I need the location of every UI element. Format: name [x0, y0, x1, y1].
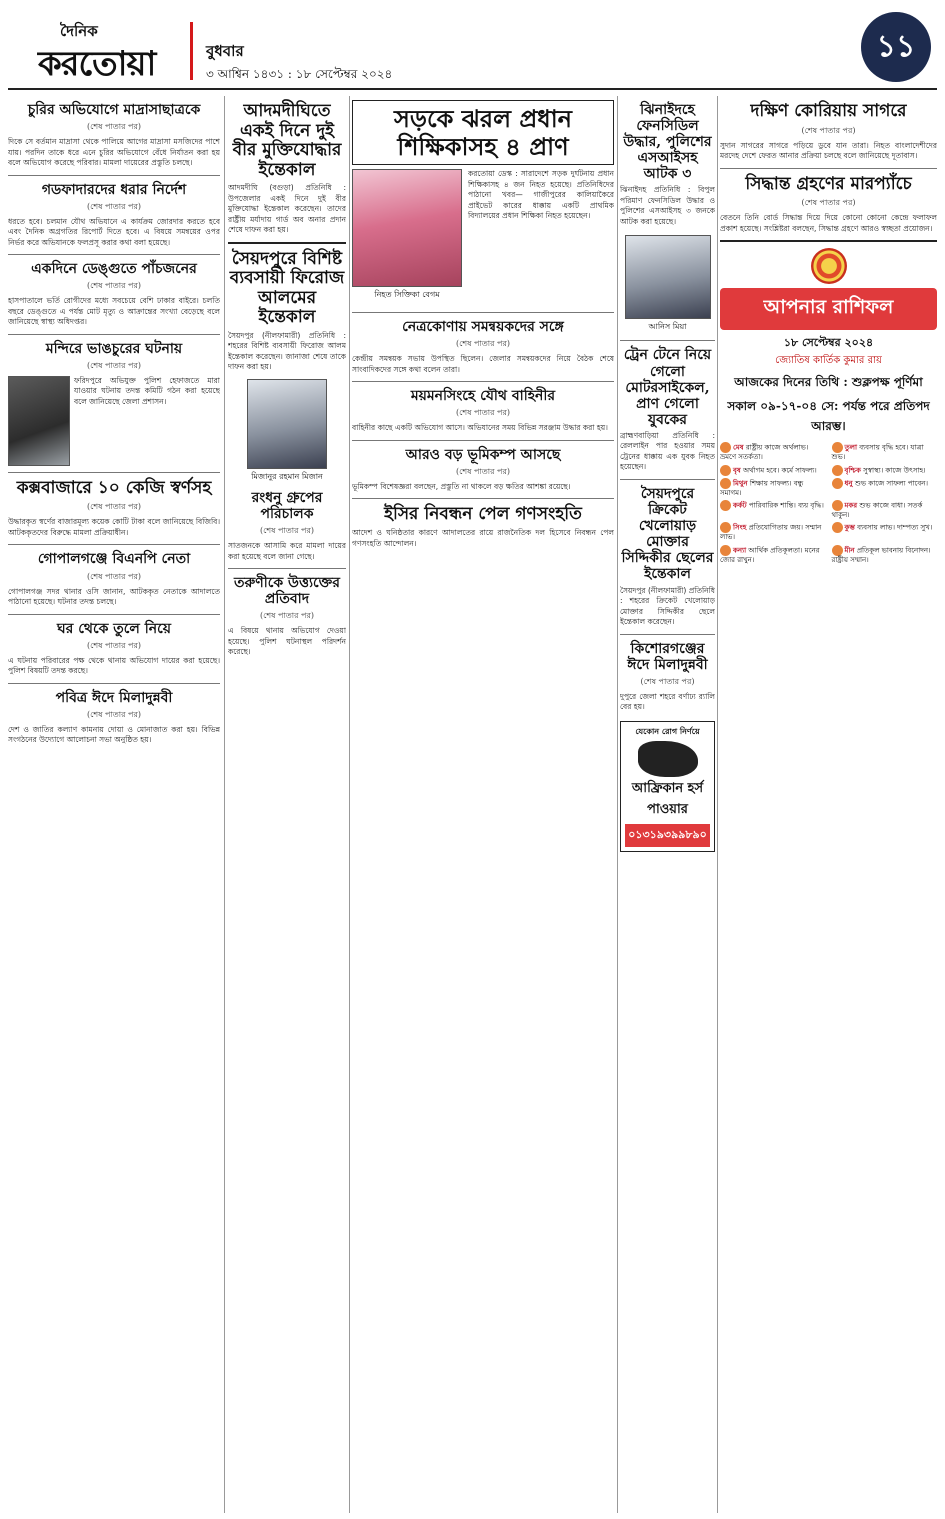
continued-label: (শেষ পাতার পর)	[455, 339, 511, 349]
article-body: এ ঘটনায় পরিবারের পক্ষ থেকে থানায় অভিযোগ দায়ের করা হয়েছে। পুলিশ বিষয়টি তদন্ত করছে।	[8, 655, 220, 676]
divider	[8, 254, 220, 255]
zodiac-name: মিথুন	[733, 479, 748, 488]
article-body: দেশ ও জাতির কল্যাণ কামনায় দোয়া ও মোনাজাত করা হয়। বিভিন্ন সংগঠনের উদ্যোগে আলোচনা সভা অনুষ্ঠিত হয়।	[8, 724, 220, 745]
divider	[8, 614, 220, 615]
zodiac-name: কন্যা	[733, 546, 747, 555]
news-photo	[8, 376, 70, 466]
zodiac-icon	[832, 478, 843, 489]
divider	[8, 334, 220, 335]
divider	[8, 544, 220, 545]
horoscope-title: আজকের দিনের তিথি : শুক্লপক্ষ পূর্ণিমা	[734, 375, 923, 390]
zodiac-name: সিংহ	[733, 523, 747, 532]
article-headline: নেত্রকোণায় সমন্বয়কদের সঙ্গে	[402, 319, 564, 336]
article-headline: পবিত্র ঈদে মিলাদুন্নবী	[55, 689, 173, 706]
article-headline: সৈয়দপুরে বিশিষ্ট ব্যবসায়ী ফিরোজ আলমের ইন্তেকাল	[229, 248, 345, 328]
zodiac-icon	[720, 500, 731, 511]
zodiac-icon	[720, 465, 731, 476]
column-divider	[349, 96, 350, 1513]
article-body: হাসপাতালে ভর্তি রোগীদের মধ্যে সবচেয়ে বেশি ঢাকার বাইরে। চলতি বছরে ডেঙ্গুতে এ পর্যন্ত মোট মৃত্যু ও আক্রান্তের সংখ্যা বেড়েছে বলে জানিয়েছে স্বাস্থ্য অধিদপ্তর।	[8, 296, 220, 327]
article-headline: সিদ্ধান্ত গ্রহণের মারপ্যাঁচে	[745, 173, 912, 194]
zodiac-entry	[832, 545, 938, 565]
divider	[352, 498, 614, 499]
article-headline: তরুণীকে উত্ত্যক্তের প্রতিবাদ	[234, 575, 340, 608]
article-body: ভূমিকম্প বিশেষজ্ঞরা বলছেন, প্রস্তুতি না থাকলে বড় ক্ষতির আশঙ্কা রয়েছে।	[352, 481, 571, 491]
zodiac-text: রাষ্ট্রীয় কাজে অর্থলাভ। ভ্রমণে সতর্কতা।	[720, 443, 809, 462]
zodiac-name: তুলা	[844, 443, 857, 452]
article-headline: মন্দিরে ভাঙচুরের ঘটনায়	[45, 340, 183, 357]
divider	[720, 240, 937, 242]
continued-label: (শেষ পাতার পর)	[640, 676, 695, 686]
continued-label: (শেষ পাতার পর)	[86, 709, 142, 719]
article-body: দুপুরে জেলা শহরে বর্ণাঢ্য র‌্যালি বের হয়।	[620, 691, 715, 712]
article-body: সুদান সাগরের সাগরে পড়িয়ে ডুবে যান তারা। নিহত বাংলাদেশীদের মরদেহ দেশে ফেরত আনার প্রক্রিয়া চলছে বলে জানিয়েছে দূতাবাস।	[720, 140, 937, 161]
masthead	[8, 8, 937, 90]
article-body: আদমদীঘি (বগুড়া) প্রতিনিধি : উপজেলার একই দিনে দুই বীর মুক্তিযোদ্ধা ইন্তেকাল করেছেন। তাদের রাষ্ট্রীয় মর্যাদায় গার্ড অব অনার প্রদান শেষে দাফন করা হয়।	[228, 183, 346, 235]
horoscope-author: জ্যোতিষ কার্তিক কুমার রায়	[775, 355, 882, 367]
continued-label: (শেষ পাতার পর)	[259, 611, 315, 621]
ad-tagline: যেকোন রোগ নির্ণয়ে	[635, 725, 700, 736]
photo-caption: মিজানুর রহমান মিজান	[251, 471, 323, 481]
zodiac-text: প্রতিযোগিতায় জয়। সম্মান লাভ।	[720, 523, 822, 542]
article-body: গোপালগঞ্জ সদর থানার ওসি জানান, আটককৃত নেতাকে আদালতে পাঠানো হয়েছে। ঘটনার তদন্ত চলছে।	[8, 586, 220, 607]
article-body: ফরিদপুরে অভিযুক্ত পুলিশ হেফাজতে মারা যাওয়ার ঘটনায় তদন্ত কমিটি গঠন করা হয়েছে বলে জানিয়েছে জেলা প্রশাসন।	[74, 375, 220, 406]
zodiac-entry	[720, 545, 826, 565]
continued-label: (শেষ পাতার পর)	[86, 122, 142, 132]
ad-phone-number: ০১৩১৯৩৯৯৮৯০	[625, 824, 710, 847]
article-body: আদেশ ও ঘনিষ্ঠতার কারণে আদালতের রায়ে রাজনৈতিক দল হিসেবে নিবন্ধন পেল গণসংহতি আন্দোলন।	[352, 528, 614, 548]
column-5	[720, 96, 937, 1513]
continued-label: (শেষ পাতার পর)	[86, 360, 142, 370]
zodiac-name: কুম্ভ	[844, 523, 855, 532]
photo-caption: আনিস মিয়া	[648, 322, 687, 332]
zodiac-icon	[832, 465, 843, 476]
advertisement	[620, 721, 715, 852]
horoscope-banner: আপনার রাশিফল	[720, 288, 937, 330]
zodiac-icon	[720, 478, 731, 489]
article-body: ব্রাহ্মণবাড়িয়া প্রতিনিধি : রেললাইন পার হওয়ার সময় ট্রেনের ধাক্কায় এক যুবক নিহত হয়েছেন।	[620, 430, 715, 472]
article-headline: ঘর থেকে তুলে নিয়ে	[57, 620, 171, 637]
zodiac-entry	[720, 500, 826, 520]
article-body: ঝিনাইদহ প্রতিনিধি : বিপুল পরিমাণ ফেনসিডিল উদ্ধার ও পুলিশের এসআইসহ ৩ জনকে আটক করা হয়েছে।	[620, 185, 715, 226]
article-headline: সৈয়দপুরে ক্রিকেট খেলোয়াড় মোক্তার সিদ্দিকীর ছেলের ইন্তেকাল	[621, 485, 714, 583]
zodiac-entry	[720, 478, 826, 498]
zodiac-icon	[832, 545, 843, 556]
horoscope-grid	[720, 442, 937, 565]
zodiac-icon	[832, 522, 843, 533]
horoscope-date: ১৮ সেপ্টেম্বর ২০২৪	[783, 336, 874, 350]
zodiac-name: মীন	[844, 546, 855, 555]
article-body: সৈয়দপুর (নীলফামারী) প্রতিনিধি : শহরের বিশিষ্ট ব্যবসায়ী ফিরোজ আলম ইন্তেকাল করেছেন। জানাজা শেষে তাকে দাফন করা হয়।	[228, 330, 346, 372]
article-headline: ঝিনাইদহে ফেনসিডিল উদ্ধার, পুলিশের এসআইসহ আটক ৩	[623, 102, 712, 183]
continued-label: (শেষ পাতার পর)	[86, 281, 142, 291]
zodiac-entry	[832, 522, 938, 542]
zodiac-name: কর্কট	[733, 501, 747, 510]
article-body: সৈয়দপুর (নীলফামারী) প্রতিনিধি : শহরের ক্রিকেট খেলোয়াড় মোক্তার সিদ্দিকীর ছেলে ইন্তেকাল করেছেন।	[620, 585, 715, 626]
article-headline: চুরির অভিযোগে মাদ্রাসাছাত্রকে	[27, 102, 201, 118]
article-body: দিকে সে বর্তমান মাদ্রাসা থেকে পালিয়ে আগের মাদ্রাসা মসজিদের পাশে যায়। পরদিন তাকে ধরে এনে চুরির অভিযোগে বেঁধে নির্যাতন করা হয় বলে অভিযোগ করেছে পরিবার। মামলা দায়েরের প্রস্তুতি চলছে।	[8, 137, 220, 168]
divider	[352, 440, 614, 441]
zodiac-name: বৃশ্চিক	[844, 466, 861, 475]
zodiac-icon	[832, 442, 843, 453]
column-4	[620, 96, 715, 1513]
article-body: করতোয়া ডেস্ক : সারাদেশে সড়ক দুর্ঘটনায় প্রধান শিক্ষিকাসহ ৪ জন নিহত হয়েছে। প্রতিনিধিদের পাঠানো খবর— গাজীপুরের কালিয়াকৈরে প্রাইভেট কারের ধাক্কায় একটি প্রাথমিক বিদ্যালয়ের প্রধান শিক্ষিকা নিহত হয়েছেন।	[468, 169, 614, 221]
horoscope-section	[720, 248, 937, 565]
zodiac-text: শুভ কাজে সাফল্য পাবেন।	[854, 479, 928, 488]
article-headline: ইসির নিবন্ধন পেল গণসংহতি	[384, 504, 582, 525]
zodiac-entry	[720, 522, 826, 542]
continued-label: (শেষ পাতার পর)	[86, 201, 142, 211]
article-body: কেন্দ্রীয় সমন্বয়ক সভায় উপস্থিত ছিলেন। জেলার সমন্বয়কদের নিয়ে বৈঠক শেষে সাংবাদিকদের সঙ্গে কথা বলেন তারা।	[352, 354, 614, 374]
column-2	[228, 96, 346, 1513]
article-body: উদ্ধারকৃত স্বর্ণের বাজারমূল্য কয়েক কোটি টাকা বলে জানিয়েছে বিজিবি। আটককৃতদের বিরুদ্ধে মামলা প্রক্রিয়াধীন।	[8, 517, 220, 537]
column-1	[8, 96, 220, 1513]
article-headline: আদমদীঘিতে একই দিনে দুই বীর মুক্তিযোদ্ধার ইন্তেকাল	[232, 101, 342, 180]
article-headline: একদিনে ডেঙ্গুতে পাঁচজনের	[31, 261, 197, 278]
divider	[8, 472, 220, 473]
masthead-divider	[190, 22, 193, 80]
divider	[620, 340, 715, 341]
photo-caption: নিহত সিক্তিকা বেগম	[374, 290, 440, 300]
zodiac-name: বৃষ	[733, 466, 741, 475]
divider	[8, 175, 220, 176]
article-headline: ট্রেন টেনে নিয়ে গেলো মোটরসাইকেল, প্রাণ গেলো যুবকের	[623, 347, 712, 428]
continued-label: (শেষ পাতার পর)	[455, 466, 511, 476]
zodiac-name: মেষ	[733, 443, 744, 452]
zodiac-text: শিক্ষায় সাফল্য। বন্ধু সমাগম।	[720, 479, 804, 497]
continued-label: (শেষ পাতার পর)	[86, 502, 142, 512]
article-headline: দক্ষিণ কোরিয়ায় সাগরে	[750, 101, 907, 121]
continued-label: (শেষ পাতার পর)	[801, 198, 856, 208]
article-headline: গোপালগঞ্জে বিএনপি নেতা	[37, 551, 191, 568]
article-headline: কক্সবাজারে ১০ কেজি স্বর্ণসহ	[16, 477, 212, 498]
zodiac-name: মকর	[844, 501, 858, 510]
issue-date: ৩ আশ্বিন ১৪৩১ : ১৮ সেপ্টেম্বর ২০২৪	[206, 67, 393, 81]
continued-label: (শেষ পাতার পর)	[86, 640, 142, 650]
article-headline: কিশোরগঞ্জের ঈদে মিলাদুন্নবী	[627, 640, 708, 673]
zodiac-entry	[720, 465, 826, 476]
news-photo	[352, 169, 462, 287]
divider	[352, 312, 614, 313]
horse-icon	[638, 741, 698, 777]
column-divider	[224, 96, 225, 1513]
zodiac-icon	[720, 545, 731, 556]
zodiac-icon	[720, 442, 731, 453]
zodiac-text: ব্যবসায় লাভ। দাম্পত্য সুখ।	[857, 523, 933, 532]
article-body: ধরতে হবে। চলমান যৌথ অভিযানে এ কার্যক্রম জোরদার করতে হবে এবং দৈনিক অগ্রগতির রিপোর্ট দিতে হবে। এ বিষয়ে সমন্বয়ের ওপর নির্ভর করে অভিযানকে ফলপ্রসূ করার কথা বলা হয়েছে।	[8, 216, 220, 247]
divider	[720, 168, 937, 169]
zodiac-entry	[832, 478, 938, 498]
divider	[228, 568, 346, 569]
divider	[228, 242, 346, 244]
ad-product-name: আফ্রিকান হর্স পাওয়ার	[631, 780, 704, 817]
zodiac-icon	[832, 500, 843, 511]
news-photo	[625, 235, 711, 319]
column-3	[352, 96, 614, 1513]
zodiac-text: ব্যবসায় বৃদ্ধি হবে। যাত্রা শুভ।	[831, 443, 924, 462]
newspaper-logo: করতোয়া	[38, 44, 156, 84]
zodiac-text: প্রতিকূল ভাবনায় বিনোদন। রাষ্ট্রীয় সম্মান।	[831, 546, 931, 564]
sun-emblem-icon	[811, 248, 847, 284]
article-headline: আরও বড় ভূমিকম্প আসছে	[405, 446, 561, 463]
article-body: বাহিনীর কাছে একটি অভিযোগ আসে। অভিযানের সময় বিভিন্ন সরঞ্জাম উদ্ধার করা হয়।	[352, 423, 608, 433]
zodiac-icon	[720, 522, 731, 533]
divider	[8, 683, 220, 684]
issue-day: বুধবার	[206, 42, 244, 60]
article-body: সাতজনকে আসামি করে মামলা দায়ের করা হয়েছে বলে জানা গেছে।	[228, 541, 346, 561]
news-photo	[247, 379, 327, 469]
continued-label: (শেষ পাতার পর)	[455, 408, 511, 418]
horoscope-time: সকাল ০৯-১৭-০৪ সে: পর্যন্ত পরে প্রতিপদ আরম্ভ।	[727, 399, 930, 434]
zodiac-entry	[832, 465, 938, 476]
zodiac-entry	[832, 442, 938, 462]
article-body: বেতনে তিনি বোর্ড সিদ্ধান্ত দিয়ে দিয়ে কোনো কোনো কেন্দ্রে ফলাফল প্রকাশ হয়েছে। সংশ্লিষ্টরা বলছেন, সিদ্ধান্ত গ্রহণে আরও স্বচ্ছতা প্রয়োজন।	[720, 213, 937, 233]
article-headline: ময়মনসিংহে যৌথ বাহিনীর	[410, 388, 556, 405]
continued-label: (শেষ পাতার পর)	[801, 125, 856, 135]
column-divider	[717, 96, 718, 1513]
zodiac-text: পারিবারিক শান্তি। ব্যয় বৃদ্ধি।	[748, 501, 824, 510]
zodiac-text: অর্থাগম হবে। কর্মে সাফল্য।	[743, 466, 817, 475]
zodiac-text: আর্থিক প্রতিকূলতা। মনের জোর রাখুন।	[720, 546, 820, 564]
article-headline: রংধনু গ্রুপের পরিচালক	[251, 489, 323, 522]
continued-label: (শেষ পাতার পর)	[259, 526, 315, 536]
continued-label: (শেষ পাতার পর)	[86, 571, 142, 581]
zodiac-entry	[832, 500, 938, 520]
divider	[352, 381, 614, 382]
zodiac-text: সুস্বাস্থ্য। কাজে উৎসাহ।	[863, 466, 926, 475]
page-number-badge: ১১	[861, 12, 931, 82]
column-divider	[617, 96, 618, 1513]
zodiac-entry	[720, 442, 826, 462]
lead-headline: সড়কে ঝরল প্রধান শিক্ষিকাসহ ৪ প্রাণ	[352, 100, 614, 165]
logo-small-text: দৈনিক	[60, 22, 98, 40]
divider	[620, 479, 715, 480]
divider	[620, 634, 715, 635]
article-body: এ বিষয়ে থানায় অভিযোগ দেওয়া হয়েছে। পুলিশ ঘটনাস্থল পরিদর্শন করেছে।	[228, 626, 346, 657]
zodiac-text: শুভ কাজে বাধা। সতর্ক থাকুন।	[831, 501, 923, 519]
zodiac-name: ধনু	[844, 479, 853, 488]
article-headline: গডফাদারদের ধরার নির্দেশ	[41, 181, 187, 198]
